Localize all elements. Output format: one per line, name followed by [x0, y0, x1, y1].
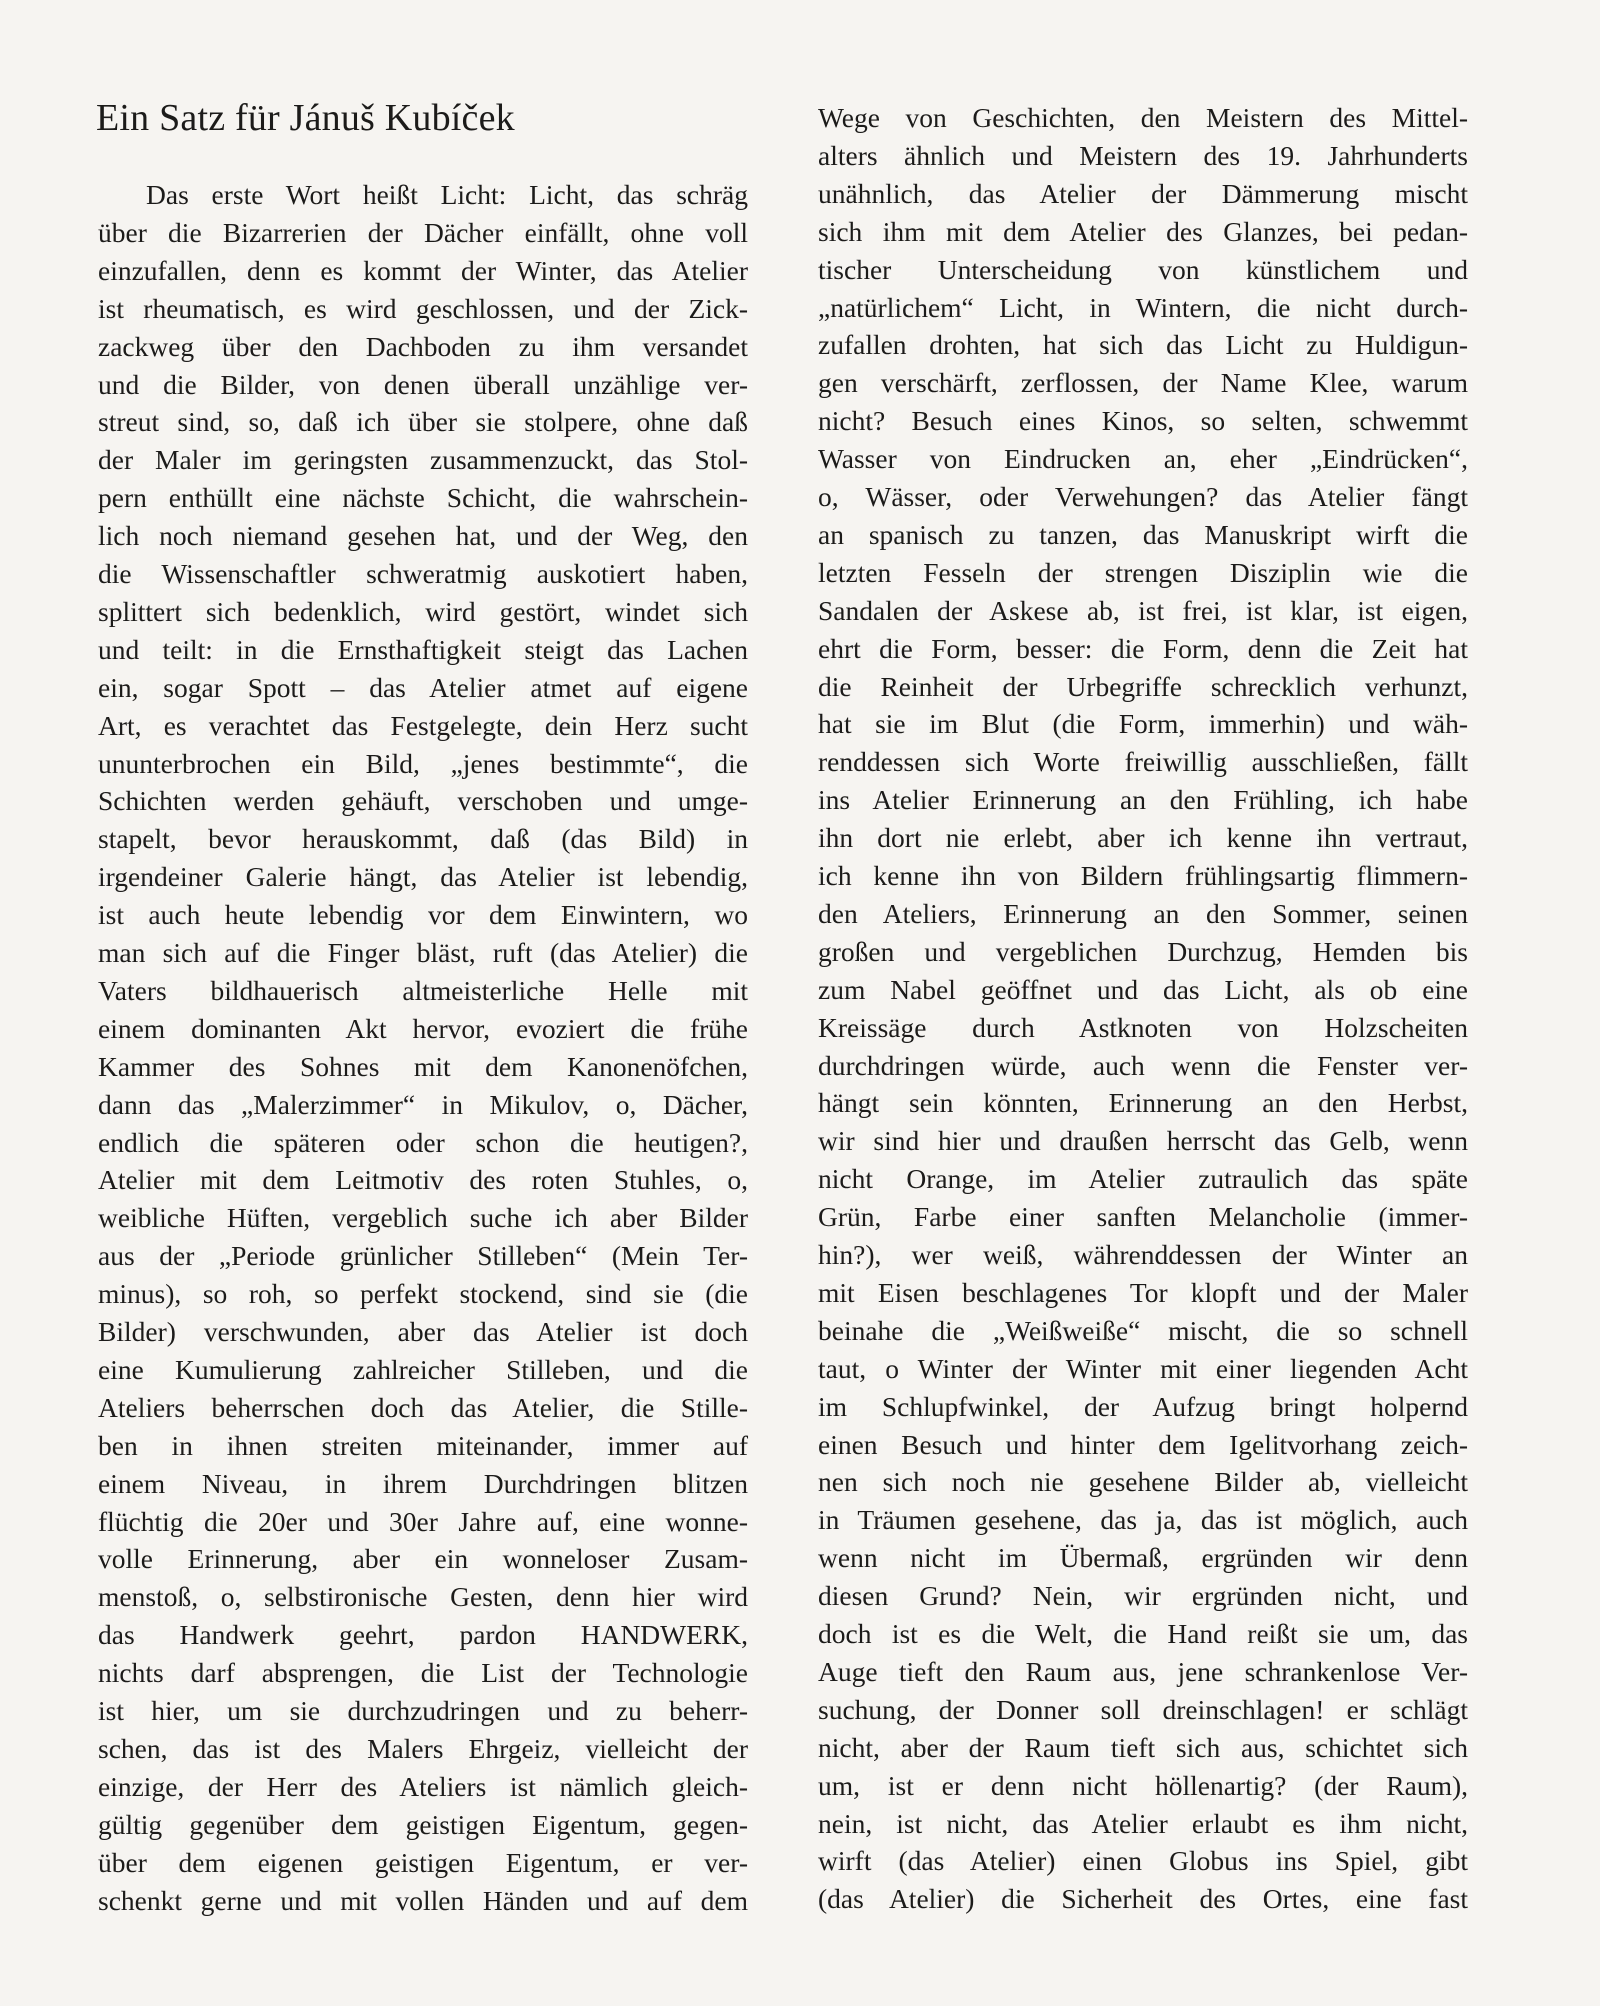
text-line: sich ihm mit dem Atelier des Glanzes, bei pedan- [818, 215, 1468, 247]
text-line: lich noch niemand gesehen hat, und der Weg, den [98, 520, 748, 552]
text-line: streut sind, so, daß ich über sie stolpere, ohne daß [98, 406, 748, 438]
text-line: den Ateliers, Erinnerung an den Sommer, seinen [818, 897, 1468, 929]
text-line: ist auch heute lebendig vor dem Einwintern, wo [98, 899, 748, 931]
text-line: ihn dort nie erlebt, aber ich kenne ihn vertraut, [818, 822, 1468, 854]
text-line: der Maler im geringsten zusammenzuckt, das Stol- [98, 444, 748, 476]
text-line: über die Bizarrerien der Dächer einfällt, ohne voll [98, 216, 748, 248]
text-line: gen verschärft, zerflossen, der Name Klee, warum [818, 367, 1468, 399]
text-line: ununterbrochen ein Bild, „jenes bestimmte“, die [98, 747, 748, 779]
text-line: o, Wässer, oder Verwehungen? das Atelier fängt [818, 481, 1468, 512]
text-line: ben in ihnen streiten miteinander, immer auf [98, 1429, 748, 1461]
text-line: und teilt: in die Ernsthaftigkeit steigt das Lachen [98, 633, 748, 665]
text-line: diesen Grund? Nein, wir ergründen nicht, und [818, 1580, 1468, 1612]
text-line: eine Kumulierung zahlreicher Stilleben, und die [98, 1353, 748, 1385]
text-line: Grün, Farbe einer sanften Melancholie (immer- [818, 1201, 1468, 1233]
text-line: renddessen sich Worte freiwillig ausschließen, fällt [818, 746, 1468, 778]
text-line: doch ist es die Welt, die Hand reißt sie um, das [818, 1618, 1468, 1649]
text-line: gültig gegenüber dem geistigen Eigentum, gegen- [98, 1808, 748, 1840]
text-line: minus), so roh, so perfekt stockend, sind sie (die [98, 1278, 748, 1310]
text-line: unähnlich, das Atelier der Dämmerung mischt [818, 177, 1468, 209]
text-line: flüchtig die 20er und 30er Jahre auf, eine wonne- [98, 1505, 748, 1537]
text-line: einen Besuch und hinter dem Igelitvorhang zeich- [818, 1428, 1468, 1460]
text-line: dann das „Malerzimmer“ in Mikulov, o, Dächer, [98, 1088, 748, 1120]
text-line: ich kenne ihn von Bildern frühlingsartig flimmern- [818, 860, 1468, 891]
text-line: ein, sogar Spott – das Atelier atmet auf eigene [98, 671, 748, 703]
text-line: Das erste Wort heißt Licht: Licht, das schräg [146, 179, 748, 210]
text-line: einem dominanten Akt hervor, evoziert die frühe [98, 1012, 748, 1044]
text-line: im Schlupfwinkel, der Aufzug bringt holpernd [818, 1390, 1468, 1422]
text-line: volle Erinnerung, aber ein wonneloser Zusam- [98, 1543, 748, 1575]
text-line: schen, das ist des Malers Ehrgeiz, vielleicht der [98, 1732, 748, 1764]
text-line: einem Niveau, in ihrem Durchdringen blitzen [98, 1467, 748, 1499]
text-line: nichts darf absprengen, die List der Technologie [98, 1657, 748, 1689]
text-line: ehrt die Form, besser: die Form, denn die Zeit hat [818, 632, 1468, 664]
text-line: und die Bilder, von denen überall unzählige ver- [98, 368, 748, 400]
text-line: Wege von Geschichten, den Meistern des Mittel- [818, 102, 1468, 133]
text-line: splittert sich bedenklich, wird gestört, windet sich [98, 595, 748, 627]
text-line: taut, o Winter der Winter mit einer liegenden Acht [818, 1352, 1468, 1384]
text-line: Ateliers beherrschen doch das Atelier, die Stille- [98, 1391, 748, 1423]
text-line: suchung, der Donner soll dreinschlagen! er schlägt [818, 1693, 1468, 1725]
text-line: irgendeiner Galerie hängt, das Atelier ist lebendig, [98, 861, 748, 893]
text-line: durchdringen würde, auch wenn die Fenster ver- [818, 1049, 1468, 1081]
text-line: die Reinheit der Urbegriffe schrecklich verhunzt, [818, 670, 1468, 702]
text-line: weibliche Hüften, vergeblich suche ich aber Bilder [98, 1202, 748, 1234]
text-line: beinahe die „Weißweiße“ mischt, die so schnell [818, 1314, 1468, 1346]
text-line: ist rheumatisch, es wird geschlossen, und der Zick- [98, 292, 748, 324]
text-line: endlich die späteren oder schon die heutigen?, [98, 1126, 748, 1158]
text-line: wenn nicht im Übermaß, ergründen wir denn [818, 1542, 1468, 1574]
text-line: hat sie im Blut (die Form, immerhin) und wäh- [818, 708, 1468, 740]
text-line: nicht Orange, im Atelier zutraulich das späte [818, 1163, 1468, 1195]
text-line: Vaters bildhauerisch altmeisterliche Helle mit [98, 974, 748, 1006]
text-line: das Handwerk geehrt, pardon HANDWERK, [98, 1619, 748, 1651]
text-line: an spanisch zu tanzen, das Manuskript wirft die [818, 518, 1468, 550]
text-line: alters ähnlich und Meistern des 19. Jahrhunderts [818, 139, 1468, 171]
text-line: Atelier mit dem Leitmotiv des roten Stuhles, o, [98, 1164, 748, 1196]
text-line: Wasser von Eindrucken an, eher „Eindrücken“, [818, 443, 1468, 475]
text-line: nicht, aber der Raum tieft sich aus, schichtet sich [818, 1731, 1468, 1763]
text-line: Bilder) verschwunden, aber das Atelier ist doch [98, 1316, 748, 1347]
text-line: einzige, der Herr des Ateliers ist nämlich gleich- [98, 1770, 748, 1802]
text-line: zufallen drohten, hat sich das Licht zu Huldigun- [818, 329, 1468, 361]
text-line: um, ist er denn nicht höllenartig? (der Raum), [818, 1769, 1468, 1801]
text-line: hängt sein könnten, Erinnerung an den Herbst, [818, 1087, 1468, 1119]
text-line: mit Eisen beschlagenes Tor klopft und der Maler [818, 1276, 1468, 1308]
text-line: aus der „Periode grünlicher Stilleben“ (Mein Ter- [98, 1240, 748, 1272]
text-line: stapelt, bevor herauskommt, daß (das Bild) in [98, 823, 748, 855]
text-line: über dem eigenen geistigen Eigentum, er ver- [98, 1846, 748, 1878]
text-line: in Träumen gesehene, das ja, das ist möglich, auch [818, 1504, 1468, 1536]
text-line: schenkt gerne und mit vollen Händen und auf dem [98, 1884, 748, 1916]
article-title: Ein Satz für Jánuš Kubíček [96, 97, 515, 139]
text-line: Schichten werden gehäuft, verschoben und umge- [98, 785, 748, 817]
text-line: tischer Unterscheidung von künstlichem und [818, 253, 1468, 285]
text-line: großen und vergeblichen Durchzug, Hemden bis [818, 935, 1468, 967]
text-line: die Wissenschaftler schweratmig auskotiert haben, [98, 558, 748, 589]
text-line: wir sind hier und draußen herrscht das Gelb, wenn [818, 1125, 1468, 1157]
text-line: zackweg über den Dachboden zu ihm versandet [98, 330, 748, 362]
text-line: Kreissäge durch Astknoten von Holzscheiten [818, 1011, 1468, 1043]
text-line: nicht? Besuch eines Kinos, so selten, schwemmt [818, 405, 1468, 437]
text-line: ist hier, um sie durchzudringen und zu beherr- [98, 1695, 748, 1726]
text-line: Kammer des Sohnes mit dem Kanonenöfchen, [98, 1050, 748, 1082]
text-line: ins Atelier Erinnerung an den Frühling, ich habe [818, 784, 1468, 816]
text-line: pern enthüllt eine nächste Schicht, die wahrschein- [98, 482, 748, 514]
text-line: „natürlichem“ Licht, in Wintern, die nicht durch- [818, 291, 1468, 323]
text-line: hin?), wer weiß, währenddessen der Winter an [818, 1239, 1468, 1270]
text-line: zum Nabel geöffnet und das Licht, als ob eine [818, 973, 1468, 1005]
text-line: man sich auf die Finger bläst, ruft (das Atelier) die [98, 937, 748, 968]
text-line: menstoß, o, selbstironische Gesten, denn hier wird [98, 1581, 748, 1613]
text-line: Auge tieft den Raum aus, jene schrankenlose Ver- [818, 1655, 1468, 1687]
text-line: Art, es verachtet das Festgelegte, dein Herz sucht [98, 709, 748, 741]
text-line: (das Atelier) die Sicherheit des Ortes, eine fast [818, 1883, 1468, 1915]
text-line: letzten Fesseln der strengen Disziplin wie die [818, 556, 1468, 588]
text-line: wirft (das Atelier) einen Globus ins Spiel, gibt [818, 1845, 1468, 1877]
text-line: nen sich noch nie gesehene Bilder ab, vielleicht [818, 1466, 1468, 1498]
text-line: nein, ist nicht, das Atelier erlaubt es ihm nicht, [818, 1807, 1468, 1839]
text-line: Sandalen der Askese ab, ist frei, ist klar, ist eigen, [818, 594, 1468, 626]
text-line: einzufallen, denn es kommt der Winter, das Atelier [98, 254, 748, 286]
